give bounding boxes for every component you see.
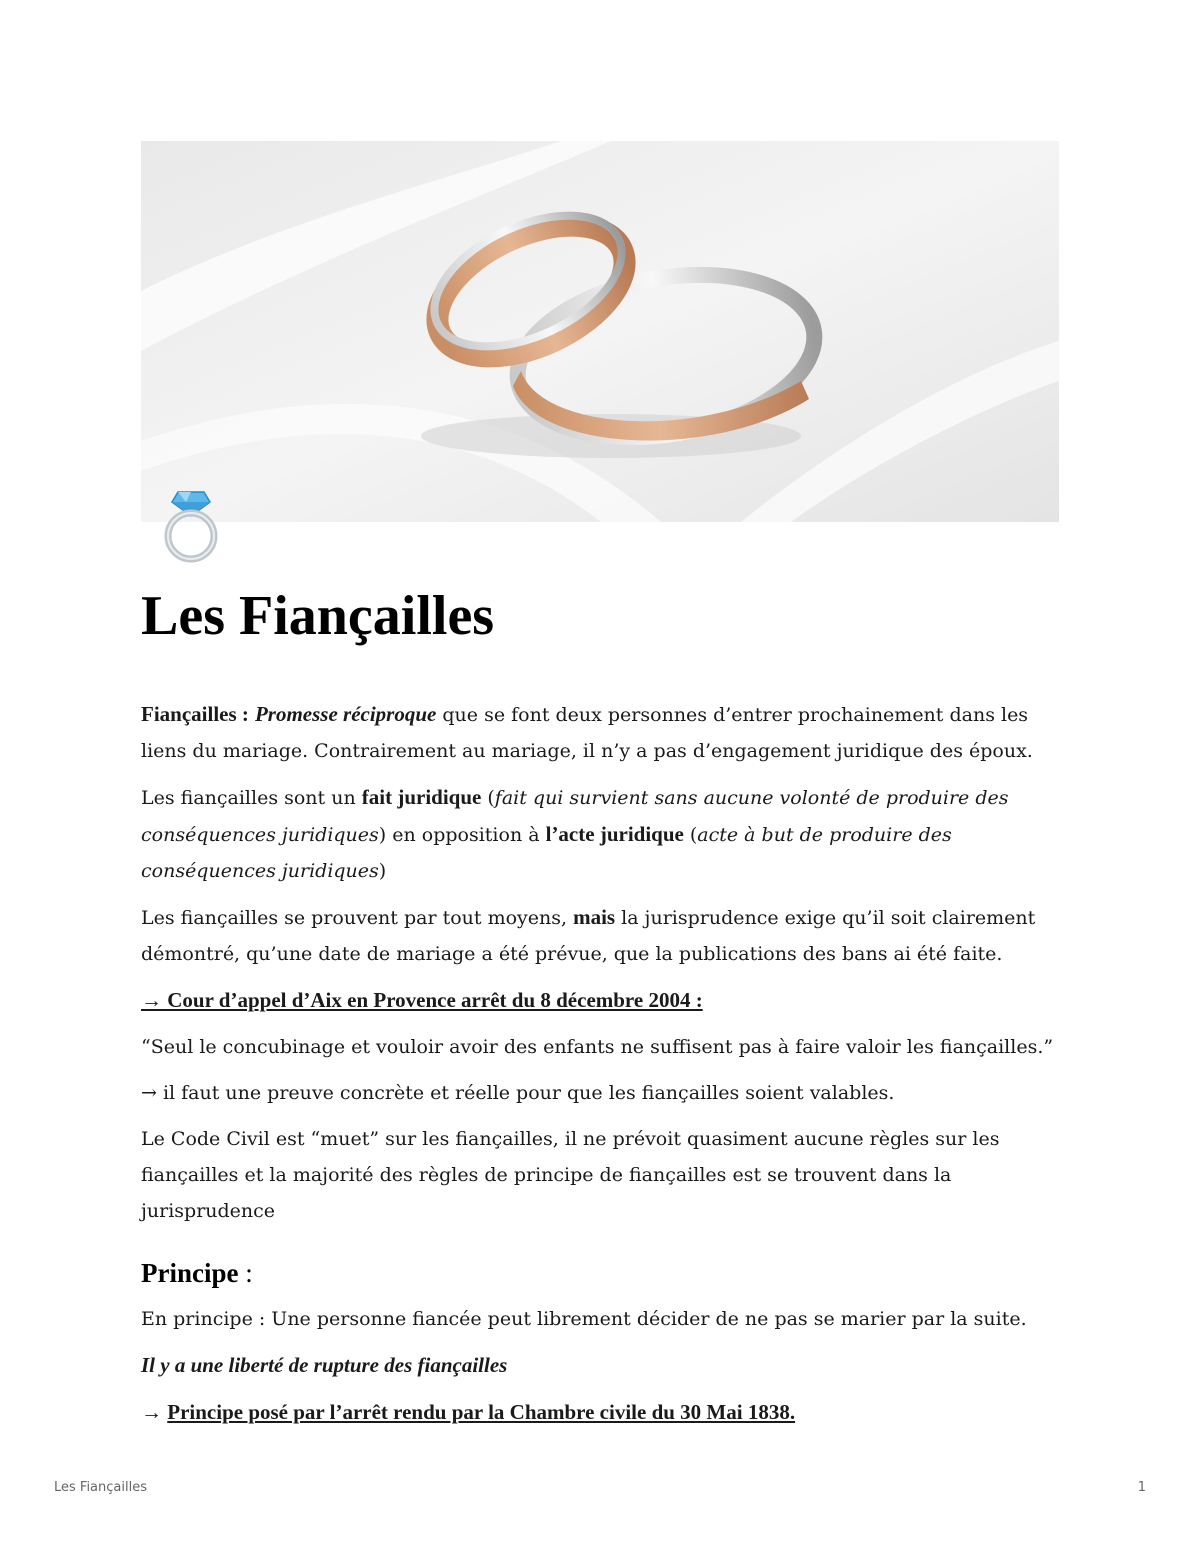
bold-term: mais xyxy=(573,905,616,929)
principle-reference xyxy=(141,1394,1059,1431)
text-span: Les fiançailles sont un xyxy=(141,787,362,809)
text-span: la jurisprudence exige qu’il soit clairement démontré, qu’une date de mariage a été prévue, que la publications des bans ai été faite. xyxy=(141,907,1036,965)
proof-paragraph xyxy=(141,899,1059,972)
footer-title: Les Fiançailles xyxy=(54,1480,147,1495)
case-quote: “Seul le concubinage et vouloir avoir des enfants ne suffisent pas à faire valoir les fiançailles.” xyxy=(141,1036,1054,1058)
page-title: Les Fiançailles xyxy=(141,585,495,647)
arrow-note: → il faut une preuve concrète et réelle pour que les fiançailles soient valables. xyxy=(141,1082,895,1104)
text-span: ( xyxy=(683,824,698,846)
case-reference-text: → Cour d’appel d’Aix en Provence arrêt du 8 décembre 2004 : xyxy=(141,988,703,1012)
ring-icon xyxy=(158,484,224,564)
section-heading-colon: : xyxy=(238,1258,253,1288)
italic-explanation: acte à but de produire des conséquences juridiques xyxy=(141,824,952,882)
italic-explanation: fait qui survient sans aucune volonté de produire des conséquences juridiques xyxy=(141,787,1009,846)
section-heading-text: Principe xyxy=(141,1258,239,1288)
bold-term: fait juridique xyxy=(361,785,482,809)
section-heading xyxy=(141,1253,1059,1293)
principle-paragraph: En principe : Une personne fiancée peut librement décider de ne pas se marier par la suite. xyxy=(141,1308,1027,1330)
bold-term: l’acte juridique xyxy=(545,822,684,846)
civil-code-paragraph: Le Code Civil est “muet” sur les fiançailles, il ne prévoit quasiment aucune règles sur les fiançailles et la majorité des règles de principe de fiançailles est se trouvent dans la jurisprudence xyxy=(141,1128,1000,1222)
term-label: Fiançailles : xyxy=(141,702,249,726)
text-span: Les fiançailles se prouvent par tout moyens, xyxy=(141,907,574,929)
page-content xyxy=(141,696,1059,1441)
cover-image xyxy=(141,141,1059,522)
definition-text: que se font deux personnes d’entrer prochainement dans les liens du mariage. Contrairement au mariage, il n’y a pas d’engagement juridique des époux. xyxy=(141,704,1033,762)
text-span: ( xyxy=(481,787,495,809)
rupture-freedom xyxy=(141,1347,1059,1384)
arrow-glyph: → xyxy=(141,1400,168,1424)
text-span: ) xyxy=(378,860,387,882)
text-span: ) en opposition à xyxy=(378,824,546,846)
rupture-freedom-text: Il y a une liberté de rupture des fiançailles xyxy=(141,1353,508,1377)
principle-reference-text: Principe posé par l’arrêt rendu par la Chambre civile du 30 Mai 1838. xyxy=(167,1400,796,1424)
page-number: 1 xyxy=(1137,1480,1146,1495)
legal-fact-paragraph xyxy=(141,779,1059,889)
definition-paragraph xyxy=(141,696,1059,769)
term-definition: Promesse réciproque xyxy=(254,702,437,726)
case-reference xyxy=(141,982,1059,1019)
